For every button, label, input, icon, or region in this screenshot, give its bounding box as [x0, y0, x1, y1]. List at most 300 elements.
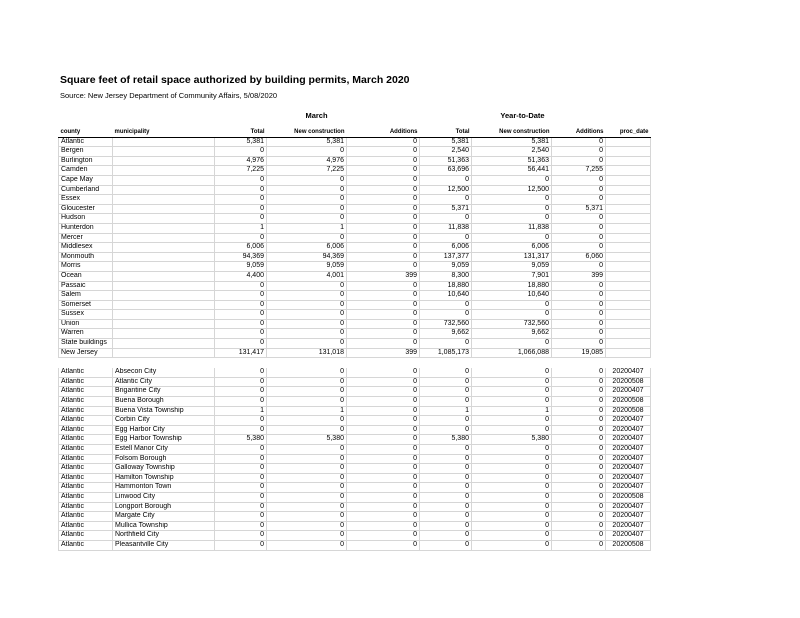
cell-ytd-new-construction: 0 — [472, 310, 552, 320]
county-row — [59, 195, 651, 205]
cell-march-total: 0 — [215, 473, 267, 483]
cell-ytd-total: 137,377 — [420, 252, 472, 262]
cell-march-total: 1 — [215, 406, 267, 416]
cell-county: Somerset — [59, 300, 113, 310]
cell-ytd-total: 5,380 — [420, 435, 472, 445]
column-header-march-total: Total — [215, 128, 267, 137]
cell-ytd-additions: 0 — [552, 483, 606, 493]
cell-ytd-new-construction: 0 — [472, 502, 552, 512]
municipality-row — [59, 483, 651, 493]
cell-ytd-total: 0 — [420, 454, 472, 464]
cell-ytd-new-construction: 0 — [472, 387, 552, 397]
cell-ytd-additions: 0 — [552, 512, 606, 522]
cell-ytd-additions: 399 — [552, 271, 606, 281]
cell-county: Mercer — [59, 233, 113, 243]
cell-march-total: 0 — [215, 502, 267, 512]
cell-ytd-total: 0 — [420, 195, 472, 205]
cell-ytd-additions: 0 — [552, 329, 606, 339]
cell-march-total: 0 — [215, 445, 267, 455]
cell-ytd-total: 0 — [420, 502, 472, 512]
cell-municipality — [113, 195, 215, 205]
cell-proc-date — [606, 156, 651, 166]
cell-proc-date: 20200407 — [606, 521, 651, 531]
cell-proc-date — [606, 195, 651, 205]
cell-proc-date — [606, 185, 651, 195]
cell-march-additions: 0 — [347, 425, 420, 435]
cell-ytd-new-construction: 6,006 — [472, 243, 552, 253]
cell-municipality — [113, 339, 215, 349]
cell-ytd-total: 2,540 — [420, 147, 472, 157]
cell-ytd-new-construction: 0 — [472, 339, 552, 349]
cell-march-additions: 0 — [347, 252, 420, 262]
cell-ytd-additions: 5,371 — [552, 204, 606, 214]
cell-march-new-construction: 0 — [267, 377, 347, 387]
municipality-row — [59, 387, 651, 397]
cell-proc-date: 20200508 — [606, 406, 651, 416]
cell-proc-date: 20200407 — [606, 387, 651, 397]
cell-proc-date — [606, 204, 651, 214]
column-header-proc-date: proc_date — [606, 128, 651, 137]
county-row — [59, 348, 651, 358]
cell-ytd-additions: 0 — [552, 137, 606, 147]
cell-march-additions: 0 — [347, 156, 420, 166]
column-header-row — [59, 128, 651, 137]
cell-proc-date — [606, 319, 651, 329]
cell-march-new-construction: 9,059 — [267, 262, 347, 272]
cell-march-total: 6,006 — [215, 243, 267, 253]
cell-ytd-total: 1,085,173 — [420, 348, 472, 358]
municipality-row — [59, 377, 651, 387]
cell-ytd-total: 0 — [420, 445, 472, 455]
cell-county: Atlantic — [59, 502, 113, 512]
cell-march-total: 5,381 — [215, 137, 267, 147]
cell-municipality — [113, 175, 215, 185]
cell-ytd-additions: 6,060 — [552, 252, 606, 262]
cell-march-additions: 0 — [347, 300, 420, 310]
cell-county: Hudson — [59, 214, 113, 224]
cell-ytd-total: 0 — [420, 368, 472, 377]
cell-march-total: 0 — [215, 492, 267, 502]
cell-municipality — [113, 147, 215, 157]
cell-ytd-total: 0 — [420, 492, 472, 502]
cell-ytd-new-construction: 0 — [472, 204, 552, 214]
cell-march-new-construction: 0 — [267, 483, 347, 493]
county-row — [59, 310, 651, 320]
cell-ytd-total: 12,500 — [420, 185, 472, 195]
cell-ytd-additions: 0 — [552, 291, 606, 301]
cell-ytd-new-construction: 0 — [472, 464, 552, 474]
cell-march-total: 0 — [215, 214, 267, 224]
cell-proc-date: 20200407 — [606, 445, 651, 455]
cell-ytd-additions: 0 — [552, 502, 606, 512]
cell-ytd-additions: 0 — [552, 147, 606, 157]
cell-ytd-new-construction: 18,880 — [472, 281, 552, 291]
cell-proc-date: 20200407 — [606, 531, 651, 541]
cell-march-new-construction: 0 — [267, 397, 347, 407]
cell-ytd-additions: 0 — [552, 233, 606, 243]
cell-ytd-total: 5,371 — [420, 204, 472, 214]
cell-ytd-additions: 0 — [552, 445, 606, 455]
cell-ytd-additions: 0 — [552, 454, 606, 464]
municipality-row — [59, 502, 651, 512]
cell-ytd-total: 0 — [420, 233, 472, 243]
cell-ytd-new-construction: 0 — [472, 397, 552, 407]
cell-proc-date: 20200407 — [606, 483, 651, 493]
cell-march-additions: 0 — [347, 204, 420, 214]
column-header-ytd-total: Total — [420, 128, 472, 137]
cell-municipality — [113, 204, 215, 214]
source-note: Source: New Jersey Department of Community Affairs, 5/08/2020 — [60, 91, 278, 100]
cell-march-total: 0 — [215, 310, 267, 320]
cell-ytd-additions: 0 — [552, 175, 606, 185]
cell-proc-date — [606, 329, 651, 339]
cell-march-additions: 399 — [347, 348, 420, 358]
county-row — [59, 271, 651, 281]
cell-march-additions: 0 — [347, 243, 420, 253]
cell-ytd-total: 0 — [420, 387, 472, 397]
cell-march-total: 0 — [215, 416, 267, 426]
cell-march-new-construction: 0 — [267, 204, 347, 214]
cell-ytd-additions: 0 — [552, 368, 606, 377]
cell-county: Morris — [59, 262, 113, 272]
cell-county: Atlantic — [59, 540, 113, 550]
cell-march-new-construction: 0 — [267, 492, 347, 502]
cell-march-total: 0 — [215, 483, 267, 493]
cell-municipality: Egg Harbor Township — [113, 435, 215, 445]
cell-ytd-additions: 0 — [552, 492, 606, 502]
cell-proc-date: 20200407 — [606, 435, 651, 445]
cell-march-total: 94,369 — [215, 252, 267, 262]
cell-march-total: 0 — [215, 195, 267, 205]
cell-municipality: Hammonton Town — [113, 483, 215, 493]
cell-march-total: 4,976 — [215, 156, 267, 166]
cell-march-additions: 0 — [347, 339, 420, 349]
cell-ytd-new-construction: 0 — [472, 416, 552, 426]
cell-proc-date — [606, 223, 651, 233]
cell-march-total: 0 — [215, 425, 267, 435]
municipality-row — [59, 531, 651, 541]
cell-march-new-construction: 0 — [267, 319, 347, 329]
cell-municipality — [113, 185, 215, 195]
cell-march-new-construction: 0 — [267, 454, 347, 464]
cell-ytd-additions: 0 — [552, 416, 606, 426]
cell-county: Ocean — [59, 271, 113, 281]
cell-march-additions: 0 — [347, 214, 420, 224]
cell-march-additions: 0 — [347, 377, 420, 387]
cell-ytd-additions: 0 — [552, 195, 606, 205]
cell-ytd-total: 9,059 — [420, 262, 472, 272]
cell-ytd-total: 0 — [420, 416, 472, 426]
cell-ytd-new-construction: 1,066,088 — [472, 348, 552, 358]
cell-ytd-new-construction: 1 — [472, 406, 552, 416]
section-spacer — [59, 358, 651, 369]
cell-march-new-construction: 0 — [267, 195, 347, 205]
page-title: Square feet of retail space authorized by building permits, March 2020 — [60, 74, 410, 86]
cell-ytd-total: 6,006 — [420, 243, 472, 253]
cell-proc-date — [606, 175, 651, 185]
cell-ytd-total: 0 — [420, 473, 472, 483]
county-row — [59, 252, 651, 262]
cell-march-new-construction: 0 — [267, 502, 347, 512]
cell-ytd-new-construction: 0 — [472, 175, 552, 185]
cell-municipality: Galloway Township — [113, 464, 215, 474]
cell-proc-date — [606, 166, 651, 176]
cell-county: Cumberland — [59, 185, 113, 195]
cell-march-new-construction: 0 — [267, 291, 347, 301]
cell-ytd-additions: 0 — [552, 339, 606, 349]
cell-march-additions: 0 — [347, 454, 420, 464]
cell-municipality: Linwood City — [113, 492, 215, 502]
cell-municipality: Margate City — [113, 512, 215, 522]
cell-march-total: 0 — [215, 319, 267, 329]
cell-county: Atlantic — [59, 512, 113, 522]
cell-ytd-total: 0 — [420, 397, 472, 407]
cell-march-new-construction: 5,380 — [267, 435, 347, 445]
cell-municipality — [113, 214, 215, 224]
cell-county: Atlantic — [59, 406, 113, 416]
cell-municipality — [113, 243, 215, 253]
cell-march-new-construction: 6,006 — [267, 243, 347, 253]
cell-county: Hunterdon — [59, 223, 113, 233]
cell-ytd-additions: 0 — [552, 319, 606, 329]
cell-march-additions: 0 — [347, 291, 420, 301]
cell-march-total: 0 — [215, 291, 267, 301]
cell-ytd-additions: 7,255 — [552, 166, 606, 176]
cell-ytd-additions: 19,085 — [552, 348, 606, 358]
county-row — [59, 281, 651, 291]
cell-ytd-new-construction: 0 — [472, 368, 552, 377]
cell-march-additions: 0 — [347, 406, 420, 416]
cell-ytd-new-construction: 5,381 — [472, 137, 552, 147]
cell-proc-date — [606, 271, 651, 281]
cell-ytd-additions: 0 — [552, 435, 606, 445]
cell-march-additions: 0 — [347, 473, 420, 483]
column-header-march-additions: Additions — [347, 128, 420, 137]
cell-ytd-total: 0 — [420, 214, 472, 224]
cell-municipality — [113, 329, 215, 339]
cell-proc-date: 20200407 — [606, 464, 651, 474]
cell-march-additions: 0 — [347, 185, 420, 195]
county-row — [59, 214, 651, 224]
cell-ytd-total: 51,363 — [420, 156, 472, 166]
county-row — [59, 185, 651, 195]
cell-march-new-construction: 0 — [267, 329, 347, 339]
cell-ytd-additions: 0 — [552, 464, 606, 474]
cell-march-total: 131,417 — [215, 348, 267, 358]
cell-ytd-new-construction: 5,380 — [472, 435, 552, 445]
cell-ytd-additions: 0 — [552, 425, 606, 435]
cell-march-new-construction: 1 — [267, 223, 347, 233]
cell-ytd-additions: 0 — [552, 377, 606, 387]
cell-march-new-construction: 0 — [267, 387, 347, 397]
cell-ytd-additions: 0 — [552, 262, 606, 272]
column-header-county: county — [59, 128, 113, 137]
cell-march-additions: 0 — [347, 223, 420, 233]
cell-march-new-construction: 0 — [267, 281, 347, 291]
cell-march-total: 0 — [215, 204, 267, 214]
cell-proc-date — [606, 233, 651, 243]
cell-municipality — [113, 166, 215, 176]
cell-proc-date — [606, 252, 651, 262]
cell-county: Atlantic — [59, 454, 113, 464]
cell-county: Atlantic — [59, 387, 113, 397]
cell-ytd-new-construction: 0 — [472, 214, 552, 224]
cell-proc-date: 20200508 — [606, 540, 651, 550]
municipality-row — [59, 464, 651, 474]
cell-ytd-new-construction: 9,662 — [472, 329, 552, 339]
cell-march-additions: 0 — [347, 483, 420, 493]
cell-march-additions: 0 — [347, 175, 420, 185]
cell-ytd-total: 0 — [420, 377, 472, 387]
cell-march-new-construction: 0 — [267, 531, 347, 541]
cell-march-additions: 0 — [347, 540, 420, 550]
cell-march-additions: 0 — [347, 512, 420, 522]
cell-march-new-construction: 4,976 — [267, 156, 347, 166]
cell-march-new-construction: 0 — [267, 300, 347, 310]
cell-march-total: 0 — [215, 147, 267, 157]
cell-march-total: 0 — [215, 397, 267, 407]
cell-ytd-additions: 0 — [552, 397, 606, 407]
cell-ytd-total: 1 — [420, 406, 472, 416]
cell-county: Monmouth — [59, 252, 113, 262]
cell-proc-date: 20200407 — [606, 454, 651, 464]
cell-march-additions: 0 — [347, 319, 420, 329]
municipality-row — [59, 540, 651, 550]
cell-march-total: 9,059 — [215, 262, 267, 272]
cell-county: Atlantic — [59, 397, 113, 407]
cell-march-total: 0 — [215, 300, 267, 310]
cell-ytd-new-construction: 0 — [472, 454, 552, 464]
cell-proc-date — [606, 243, 651, 253]
cell-ytd-total: 0 — [420, 540, 472, 550]
cell-county: State buildings — [59, 339, 113, 349]
cell-ytd-total: 18,880 — [420, 281, 472, 291]
cell-march-additions: 0 — [347, 464, 420, 474]
group-header-march: March — [305, 111, 328, 120]
county-row — [59, 137, 651, 147]
cell-ytd-additions: 0 — [552, 387, 606, 397]
cell-county: Atlantic — [59, 445, 113, 455]
county-row — [59, 339, 651, 349]
cell-ytd-new-construction: 56,441 — [472, 166, 552, 176]
cell-march-additions: 0 — [347, 416, 420, 426]
county-row — [59, 204, 651, 214]
cell-municipality: Buena Borough — [113, 397, 215, 407]
cell-march-additions: 0 — [347, 521, 420, 531]
cell-ytd-new-construction: 131,317 — [472, 252, 552, 262]
cell-county: Atlantic — [59, 473, 113, 483]
cell-march-additions: 0 — [347, 233, 420, 243]
municipality-row — [59, 397, 651, 407]
cell-ytd-additions: 0 — [552, 214, 606, 224]
cell-march-additions: 0 — [347, 147, 420, 157]
county-row — [59, 156, 651, 166]
cell-municipality — [113, 281, 215, 291]
cell-march-additions: 0 — [347, 397, 420, 407]
cell-march-additions: 0 — [347, 262, 420, 272]
cell-ytd-new-construction: 0 — [472, 521, 552, 531]
cell-march-additions: 0 — [347, 368, 420, 377]
cell-ytd-total: 0 — [420, 425, 472, 435]
cell-proc-date — [606, 310, 651, 320]
cell-proc-date: 20200407 — [606, 425, 651, 435]
cell-county: Atlantic — [59, 492, 113, 502]
cell-municipality: Longport Borough — [113, 502, 215, 512]
cell-ytd-new-construction: 0 — [472, 377, 552, 387]
cell-march-additions: 0 — [347, 195, 420, 205]
cell-march-additions: 0 — [347, 281, 420, 291]
column-header-municipality: municipality — [113, 128, 215, 137]
table-body — [59, 137, 651, 550]
county-row — [59, 147, 651, 157]
cell-ytd-total: 0 — [420, 300, 472, 310]
cell-march-new-construction: 0 — [267, 464, 347, 474]
cell-march-new-construction: 0 — [267, 512, 347, 522]
cell-municipality: Corbin City — [113, 416, 215, 426]
cell-county: Sussex — [59, 310, 113, 320]
cell-county: Salem — [59, 291, 113, 301]
cell-march-additions: 399 — [347, 271, 420, 281]
cell-ytd-additions: 0 — [552, 310, 606, 320]
cell-ytd-additions: 0 — [552, 531, 606, 541]
cell-march-additions: 0 — [347, 329, 420, 339]
county-row — [59, 223, 651, 233]
cell-municipality: Absecon City — [113, 368, 215, 377]
cell-municipality — [113, 271, 215, 281]
cell-municipality — [113, 310, 215, 320]
cell-proc-date: 20200407 — [606, 512, 651, 522]
cell-march-additions: 0 — [347, 492, 420, 502]
cell-proc-date — [606, 339, 651, 349]
municipality-row — [59, 454, 651, 464]
cell-county: Atlantic — [59, 464, 113, 474]
cell-county: Middlesex — [59, 243, 113, 253]
cell-ytd-total: 5,381 — [420, 137, 472, 147]
county-row — [59, 262, 651, 272]
column-header-ytd-new-construction: New construction — [472, 128, 552, 137]
municipality-row — [59, 406, 651, 416]
cell-municipality — [113, 319, 215, 329]
cell-municipality: Pleasantville City — [113, 540, 215, 550]
cell-march-new-construction: 0 — [267, 445, 347, 455]
cell-county: Atlantic — [59, 483, 113, 493]
cell-county: Bergen — [59, 147, 113, 157]
cell-ytd-new-construction: 12,500 — [472, 185, 552, 195]
cell-march-new-construction: 0 — [267, 425, 347, 435]
cell-march-new-construction: 0 — [267, 339, 347, 349]
municipality-row — [59, 512, 651, 522]
cell-march-total: 5,380 — [215, 435, 267, 445]
cell-municipality: Atlantic City — [113, 377, 215, 387]
cell-ytd-additions: 0 — [552, 185, 606, 195]
municipality-row — [59, 425, 651, 435]
cell-municipality: Buena Vista Township — [113, 406, 215, 416]
cell-municipality — [113, 156, 215, 166]
cell-ytd-additions: 0 — [552, 540, 606, 550]
cell-proc-date: 20200508 — [606, 377, 651, 387]
cell-march-new-construction: 0 — [267, 233, 347, 243]
cell-march-total: 0 — [215, 368, 267, 377]
cell-proc-date — [606, 291, 651, 301]
cell-proc-date: 20200407 — [606, 473, 651, 483]
cell-march-new-construction: 131,018 — [267, 348, 347, 358]
cell-march-additions: 0 — [347, 137, 420, 147]
cell-ytd-additions: 0 — [552, 243, 606, 253]
municipality-row — [59, 435, 651, 445]
cell-ytd-total: 0 — [420, 521, 472, 531]
cell-march-total: 7,225 — [215, 166, 267, 176]
cell-march-total: 0 — [215, 233, 267, 243]
